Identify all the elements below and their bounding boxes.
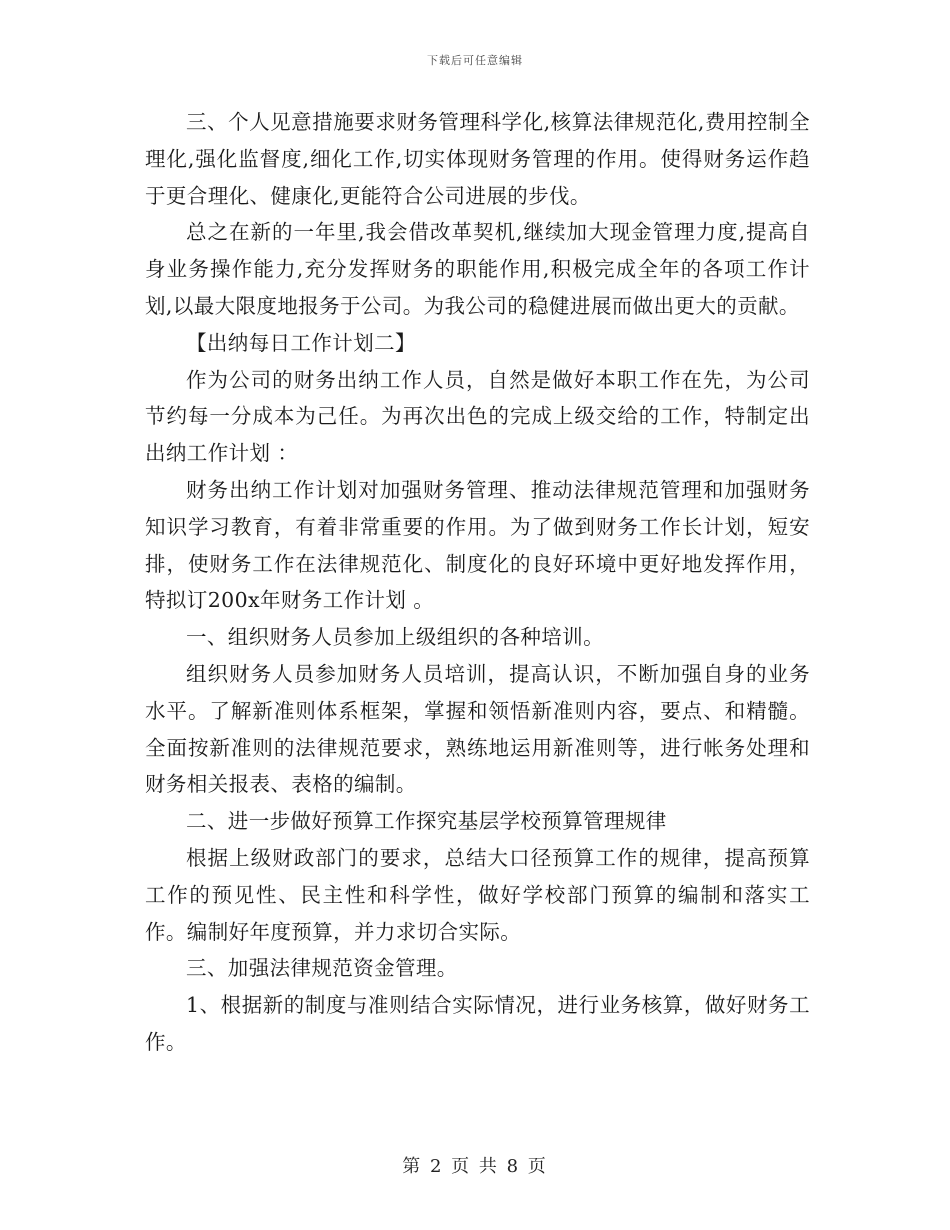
paragraph-intro: 作为公司的财务出纳工作人员，自然是做好本职工作在先，为公司节约每一分成本为己任。为再次出色的完成上级交给的工作，特制定出出纳工作计划 ：	[145, 367, 810, 466]
document-body	[145, 104, 810, 1061]
paragraph-summary: 总之在新的一年里,我会借改革契机,继续加大现金管理力度,提高自身业务操作能力,充分发挥财务的职能作用,积极完成全年的各项工作计划,以最大限度地报务于公司。为我公司的稳健进展而做出更大的贡献。	[145, 220, 810, 318]
paragraph-plan-purpose: 财务出纳工作计划对加强财务管理、推动法律规范管理和加强财务知识学习教育，有着非常重要的作用。为了做到财务工作长计划，短安排，使财务工作在法律规范化、制度化的良好环境中更好地发挥作用，特拟订200x年财务工作计划 。	[145, 477, 810, 613]
page-header-note: 下载后可任意编辑	[427, 54, 523, 67]
item-heading-1: 一、组织财务人员参加上级组织的各种培训。	[186, 625, 604, 650]
paragraph-accounting: 1、根据新的制度与准则结合实际情况，进行业务核算，做好财务工作。	[145, 993, 810, 1054]
paragraph-training: 组织财务人员参加财务人员培训，提高认识，不断加强自身的业务水平。了解新准则体系框架，掌握和领悟新准则内容，要点、和精髓。全面按新准则的法律规范要求，熟练地运用新准则等，进行帐务处理和财务相关报表、表格的编制。	[145, 661, 810, 797]
paragraph-measures-3: 三、个人见意措施要求财务管理科学化,核算法律规范化,费用控制全理化,强化监督度,细化工作,切实体现财务管理的作用。使得财务运作趋于更合理化、健康化,更能符合公司进展的步伐。	[145, 110, 810, 208]
item-heading-2: 二、进一步做好预算工作探究基层学校预算管理规律	[186, 809, 667, 834]
item-heading-3: 三、加强法律规范资金管理。	[186, 956, 458, 981]
page-number: 第 2 页 共 8 页	[402, 1156, 548, 1177]
paragraph-budget: 根据上级财政部门的要求，总结大口径预算工作的规律，提高预算工作的预见性、民主性和科学性，做好学校部门预算的编制和落实工作。编制好年度预算，并力求切合实际。	[145, 845, 810, 944]
section-heading-plan-2: 【出纳每日工作计划二】	[186, 330, 416, 355]
